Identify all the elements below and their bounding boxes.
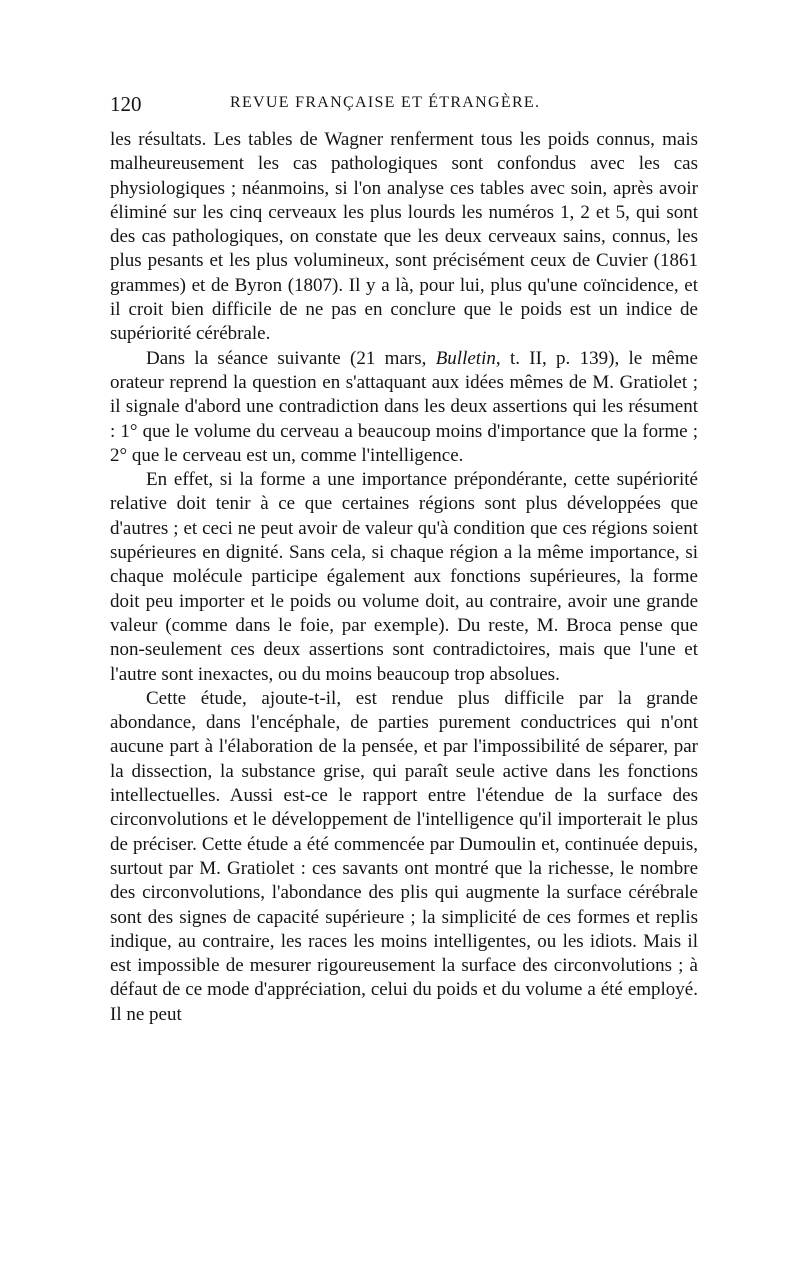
paragraph-1: les résultats. Les tables de Wagner renferment tous les poids connus, mais malheureusement les cas pathologiques sont confondus avec les cas physiologiques ; néanmoins, si l'on analyse ces tables avec soin, après avoir éliminé sur les cinq cerveaux les plus lourds les numéros 1, 2 et 5, qui sont des cas pathologiques, on constate que les deux cerveaux sains, connus, les plus pesants et les plus volumineux, sont précisément ceux de Cuvier (1861 grammes) et de Byron (1807). Il y a là, pour lui, plus qu'une coïncidence, et il croit bien difficile de ne pas en conclure que le poids est un indice de supériorité cérébrale. <box>110 129 698 345</box>
body-text <box>110 128 698 1027</box>
bulletin-italic: Bulletin <box>435 347 496 369</box>
page-number: 120 <box>110 92 142 116</box>
paragraph-2-rest: , t. II, p. 139), le même orateur reprend la question en s'attaquant aux idées mêmes de M. Gratiolet ; il signale d'abord une contradiction dans les deux assertions qui les résument : 1° que le volume du cerveau a beaucoup moins d'importance que la forme ; 2° que le cerveau est un, comme l'intelligence. <box>110 347 698 466</box>
paragraph-3: En effet, si la forme a une importance prépondérante, cette supériorité relative doit tenir à ce que certaines régions sont plus développées que d'autres ; et ceci ne peut avoir de valeur qu'à condition que ces régions soient supérieures en dignité. Sans cela, si chaque région a la même importance, si chaque molécule participe également aux fonctions supérieures, la forme doit peu importer et le poids ou volume doit, au contraire, avoir une grande valeur (comme dans le foie, par exemple). Du reste, M. Broca pense que non-seulement ces deux assertions sont contradictoires, mais que l'une et l'autre sont inexactes, ou du moins beaucoup trop absolues. <box>110 469 698 685</box>
paragraph-4: Cette étude, ajoute-t-il, est rendue plus difficile par la grande abondance, dans l'encéphale, de parties purement conductrices qui n'ont aucune part à l'élaboration de la pensée, et par l'impossibilité de séparer, par la dissection, la substance grise, qui paraît seule active dans les fonctions intellectuelles. Aussi est-ce le rapport entre l'étendue de la surface des circonvolutions et le développement de l'intelligence qu'il importerait le plus de préciser. Cette étude a été commencée par Dumoulin et, continuée depuis, surtout par M. Gratiolet : ces savants ont montré que la richesse, le nombre des circonvolutions, l'abondance des plis qui augmente la surface cérébrale sont des signes de capacité supérieure ; la simplicité de ces formes et replis indique, au contraire, les races les moins intelligentes, ou les idiots. Mais il est impossible de mesurer rigoureusement la surface des circonvolutions ; à défaut de ce mode d'appréciation, celui du poids et du volume a été employé. Il ne peut <box>110 687 698 1025</box>
book-page <box>110 92 698 1027</box>
running-head <box>110 92 698 120</box>
paragraph-2-start: Dans la séance suivante (21 mars, <box>146 347 436 369</box>
journal-title: REVUE FRANÇAISE ET ÉTRANGÈRE. <box>230 94 541 111</box>
paragraph-2 <box>110 347 698 468</box>
